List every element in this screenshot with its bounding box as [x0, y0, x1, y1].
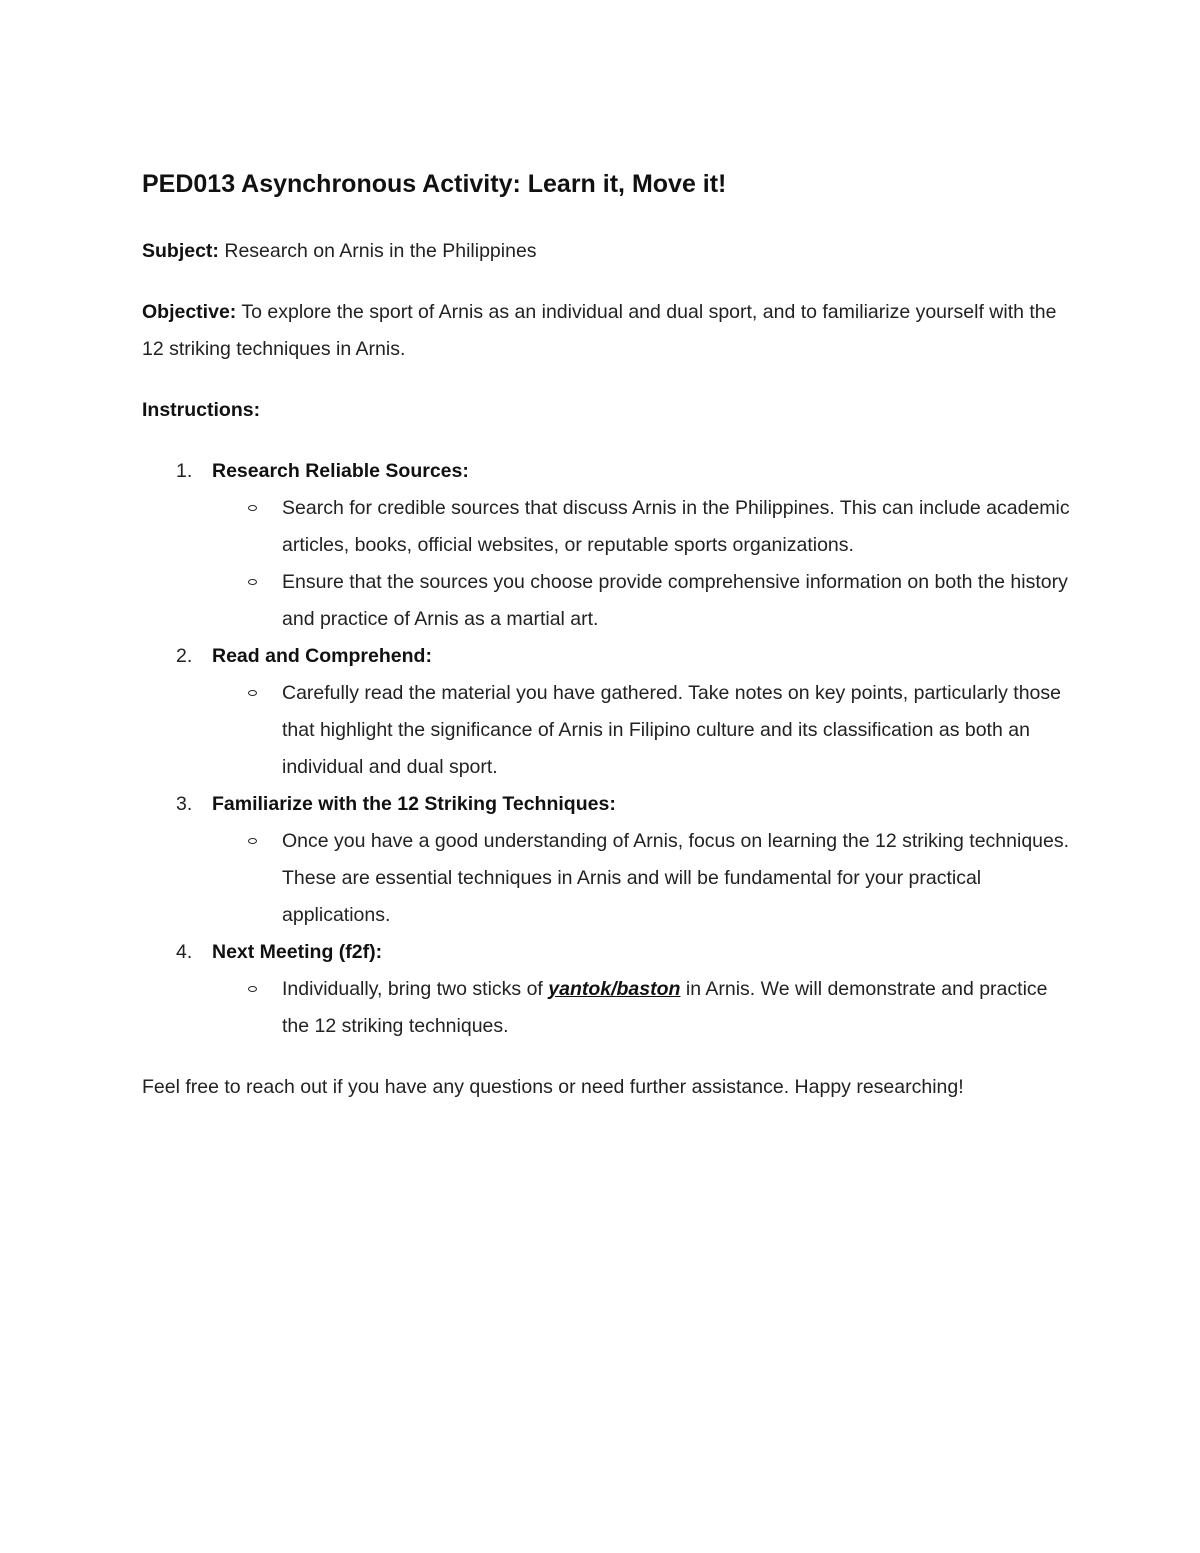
yantok-baston-term: yantok/baston — [548, 978, 681, 1000]
step-bullets — [212, 971, 1072, 1045]
step-bullets — [212, 823, 1072, 934]
hollow-bullet-icon — [248, 838, 257, 844]
instruction-step-3 — [142, 786, 1072, 934]
hollow-bullet-icon — [248, 505, 257, 511]
objective-label: Objective: — [142, 301, 237, 323]
document-title: PED013 Asynchronous Activity: Learn it, Move it! — [142, 170, 727, 198]
bullet-text-post: in Arnis. We will demonstrate and practice the 12 striking techniques. — [282, 978, 1048, 1037]
list-item — [212, 823, 1072, 934]
step-bullets — [212, 675, 1072, 786]
subject-label: Subject: — [142, 240, 219, 262]
step-title: Next Meeting (f2f): — [212, 941, 383, 963]
hollow-bullet-icon — [248, 690, 257, 696]
step-title: Familiarize with the 12 Striking Techniques: — [212, 793, 616, 815]
instruction-step-2 — [142, 638, 1072, 786]
objective-text: To explore the sport of Arnis as an individual and dual sport, and to familiarize yourself with the 12 striking techniques in Arnis. — [142, 301, 1057, 360]
instruction-step-1 — [142, 453, 1072, 638]
list-item — [212, 490, 1072, 564]
subject-text: Research on Arnis in the Philippines — [218, 240, 537, 262]
bullet-text: Carefully read the material you have gathered. Take notes on key points, particularly those that highlight the significance of Arnis in Filipino culture and its classification as both an individual and dual sport. — [282, 682, 1062, 778]
instructions-heading: Instructions: — [142, 399, 261, 421]
bullet-text-pre: Individually, bring two sticks of — [282, 978, 549, 1000]
subject-line — [142, 233, 1072, 270]
bullet-text: Search for credible sources that discuss Arnis in the Philippines. This can include academic articles, books, official websites, or reputable sports organizations. — [282, 497, 1070, 556]
bullet-text: Ensure that the sources you choose provide comprehensive information on both the history and practice of Arnis as a martial art. — [282, 571, 1068, 630]
bullet-text: Once you have a good understanding of Arnis, focus on learning the 12 striking techniques. These are essential techniques in Arnis and will be fundamental for your practical applications. — [282, 830, 1070, 926]
list-item — [212, 971, 1072, 1045]
step-bullets — [212, 490, 1072, 638]
step-title: Read and Comprehend: — [212, 645, 432, 667]
instructions-list — [142, 453, 1072, 1045]
step-title: Research Reliable Sources: — [212, 460, 469, 482]
objective-line — [142, 294, 1072, 368]
step-number: 1. — [176, 460, 193, 482]
step-number: 2. — [176, 645, 193, 667]
step-number: 4. — [176, 941, 193, 963]
step-number: 3. — [176, 793, 193, 815]
hollow-bullet-icon — [248, 579, 257, 585]
closing-note: Feel free to reach out if you have any questions or need further assistance. Happy researching! — [142, 1076, 964, 1098]
list-item — [212, 675, 1072, 786]
document-page — [142, 165, 1072, 1106]
list-item — [212, 564, 1072, 638]
hollow-bullet-icon — [248, 986, 257, 992]
instruction-step-4 — [142, 934, 1072, 1045]
